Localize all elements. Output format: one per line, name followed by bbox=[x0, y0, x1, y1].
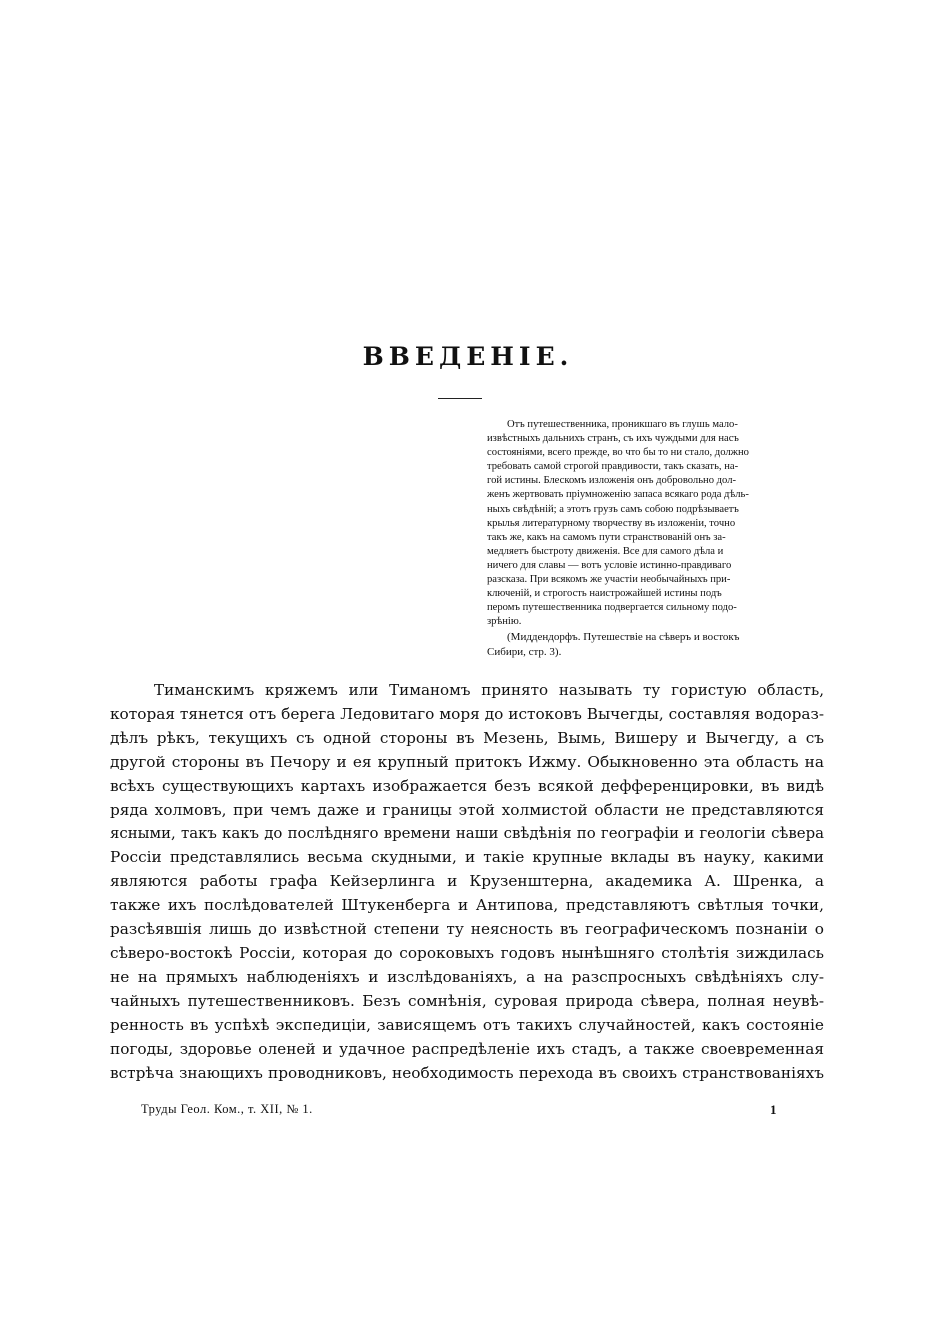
body-line: всѣхъ существующихъ картахъ изображается безъ всякой дефференцировки, въ видѣ bbox=[110, 776, 824, 795]
body-line: также ихъ послѣдователей Штукенберга и Антипова, представляютъ свѣтлыя точки, bbox=[110, 896, 824, 915]
body-line: ряда холмовъ, при чемъ даже и границы этой холмистой области не представляются bbox=[110, 800, 824, 819]
epigraph-text: Отъ путешественника, проникшаго въ глушь мало- извѣстныхъ дальнихъ странъ, съ ихъ чуждыми для насъ состояніями, всего прежде, во что бы то ни стало, должно требовать самой строгой правдивости, такъ сказать, на- гой истины. Блескомъ изложенія онъ добровольно дол- женъ жертвовать пріумноженію запаса всякаго рода дѣль- ныхъ свѣдѣній; а этотъ грузъ самъ собою подрѣзываетъ крылья литературному творчеству въ изложеніи, точно такъ же, какъ на самомъ пути странствованій онъ за- медляетъ быстроту движенія. Все для самого дѣла и ничего для славы — вотъ условіе истинно-правдиваго разсказа. При всякомъ же участіи необычайныхъ при- ключеній, и строгость наистрожайшей истины подъ перомъ путешественника подвергается сильному подо- зрѣнію. bbox=[487, 419, 749, 628]
body-line: Россіи представлялись весьма скудными, и такіе крупные вклады въ науку, какими bbox=[110, 848, 824, 867]
page-footer: Труды Геол. Ком., т. XII, № 1. bbox=[141, 1102, 313, 1116]
title-divider bbox=[438, 398, 482, 399]
body-line: ясными, такъ какъ до послѣдняго времени наши свѣдѣнія по географіи и геологіи сѣвера bbox=[110, 824, 824, 843]
body-paragraph bbox=[110, 679, 824, 1085]
body-line: дѣлъ рѣкъ, текущихъ съ одной стороны въ Мезень, Вымь, Вишеру и Вычегду, а съ bbox=[110, 728, 824, 747]
body-line: чайныхъ путешественниковъ. Безъ сомнѣнія, суровая природа сѣвера, полная неувѣ- bbox=[110, 991, 824, 1010]
body-line: погоды, здоровье оленей и удачное распредѣленіе ихъ стадъ, а также своевременная bbox=[110, 1039, 824, 1058]
chapter-title: ВВЕДЕНІЕ. bbox=[362, 342, 574, 371]
body-line: не на прямыхъ наблюденіяхъ и изслѣдованіяхъ, а на разспросныхъ свѣдѣніяхъ слу- bbox=[110, 967, 824, 986]
body-line: являются работы графа Кейзерлинга и Крузенштерна, академика А. Шренка, а bbox=[110, 872, 824, 891]
epigraph bbox=[487, 418, 827, 659]
body-line: Тиманскимъ кряжемъ или Тиманомъ принято называть ту гористую область, bbox=[154, 681, 824, 699]
body-line: которая тянется отъ берега Ледовитаго моря до истоковъ Вычегды, составляя водораз- bbox=[110, 704, 824, 723]
body-line: сѣверо-востокѣ Россіи, которая до сороковыхъ годовъ нынѣшняго столѣтія зиждилась bbox=[110, 943, 824, 962]
body-line: другой стороны въ Печору и ея крупный притокъ Ижму. Обыкновенно эта область на bbox=[110, 752, 824, 771]
page-number: 1 bbox=[770, 1102, 777, 1117]
body-line: разсѣявшія лишь до извѣстной степени ту неясность въ географическомъ познаніи о bbox=[110, 920, 824, 939]
epigraph-source: (Миддендорфъ. Путешествіе на сѣверъ и востокъ Сибири, стр. 3). bbox=[487, 631, 740, 658]
body-line: встрѣча знающихъ проводниковъ, необходимость перехода въ своихъ странствованіяхъ bbox=[110, 1063, 824, 1082]
body-line: ренность въ успѣхѣ экспедиціи, зависящемъ отъ такихъ случайностей, какъ состояніе bbox=[110, 1015, 824, 1034]
